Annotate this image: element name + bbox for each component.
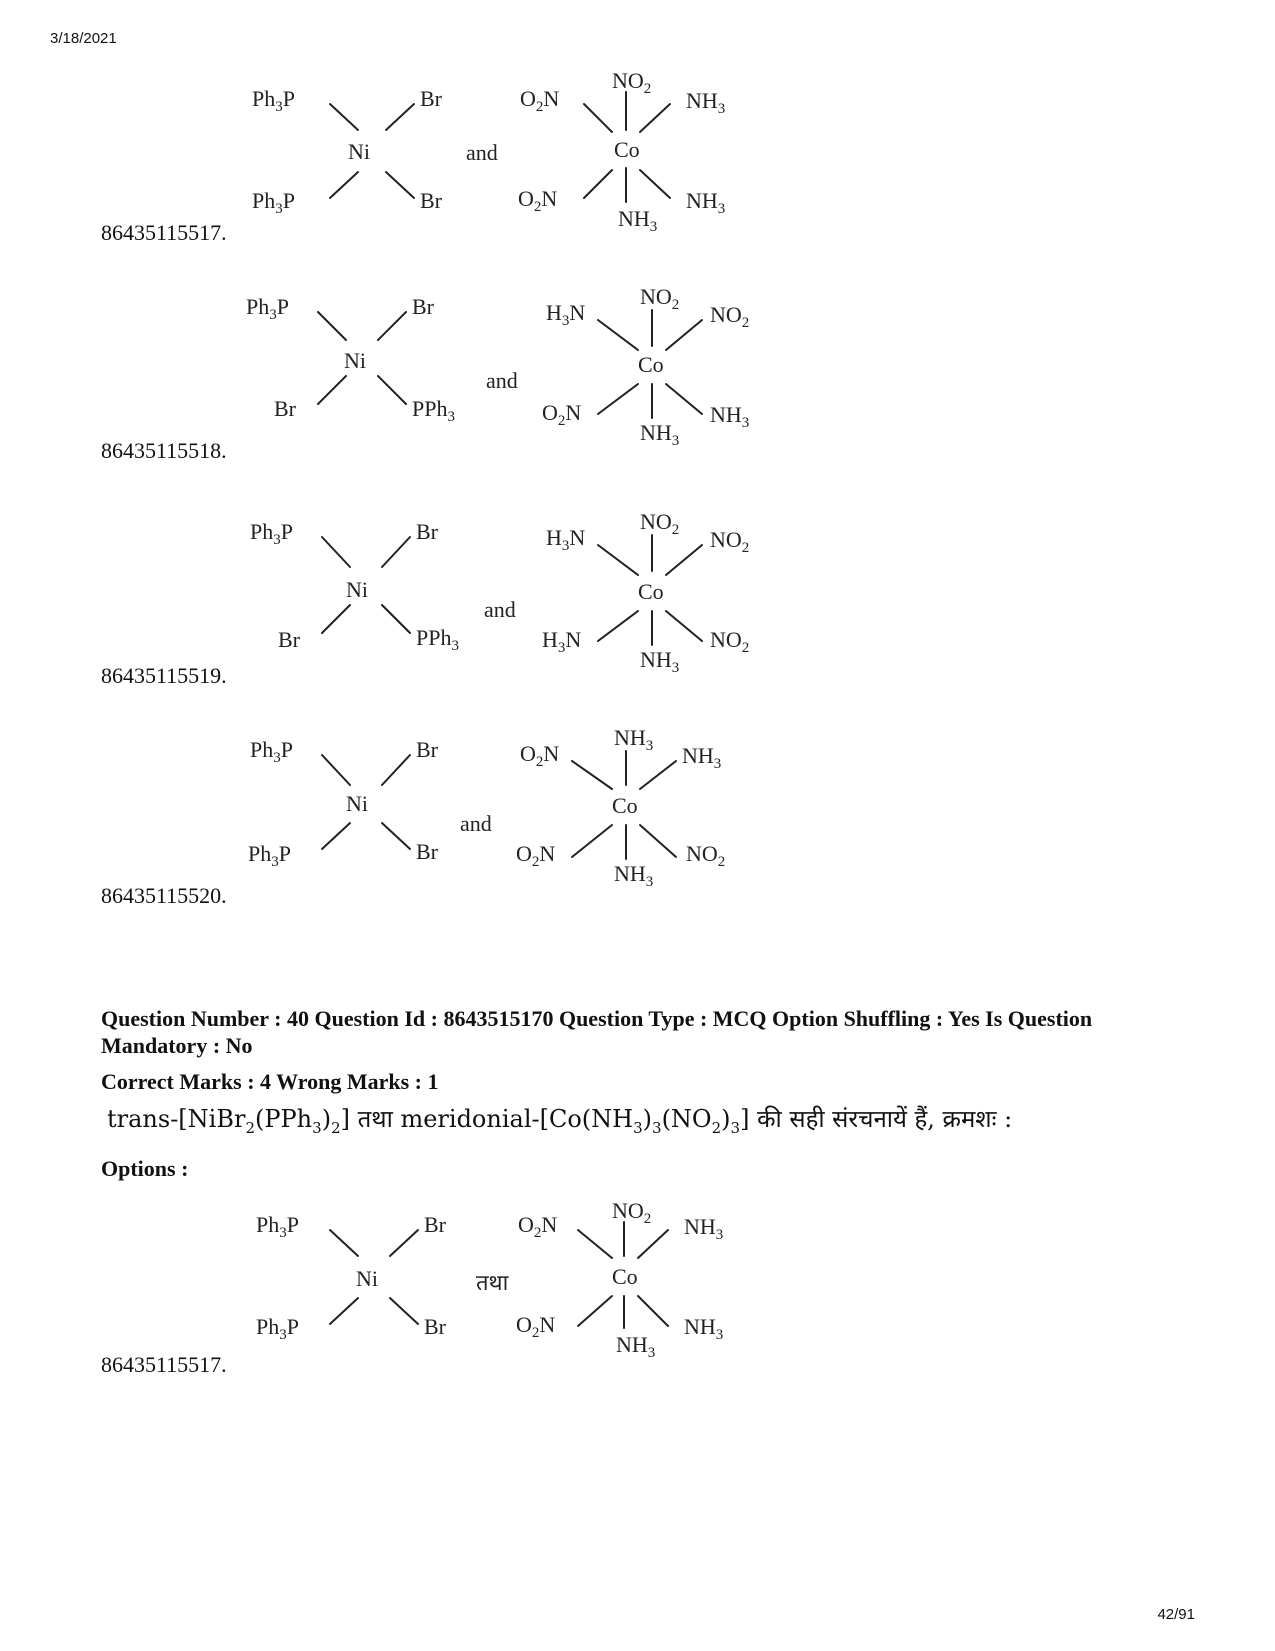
co-ligand-ur: NH3 xyxy=(682,743,722,772)
ni-center: Ni xyxy=(346,577,368,602)
co-ligand-ul: O2N xyxy=(518,1212,558,1241)
co-ligand-bottom: NH3 xyxy=(640,647,680,676)
co-ligand-lr: NO2 xyxy=(686,841,726,870)
co-ligand-lr: NH3 xyxy=(684,1314,724,1343)
ni-ligand-tl: Ph3P xyxy=(250,737,293,766)
question-meta: Question Number : 40 Question Id : 8643515170 Question Type : MCQ Option Shuffling : Yes Is Question Mandatory : No xyxy=(101,1006,1093,1058)
ni-ligand-bl: Br xyxy=(274,396,296,421)
qtext-sub: 3 xyxy=(633,1118,643,1137)
co-center: Co xyxy=(612,1264,638,1289)
ni-ligand-tr: Br xyxy=(424,1212,446,1237)
co-ligand-top: NO2 xyxy=(612,68,652,97)
page-number: 42/91 xyxy=(1157,1606,1195,1623)
co-ligand-lr: NH3 xyxy=(710,402,750,431)
qtext-sub: 2 xyxy=(245,1118,256,1137)
ni-ligand-br: PPh3 xyxy=(416,625,459,654)
co-center: Co xyxy=(638,352,664,377)
option-id: 86435115520. xyxy=(101,883,227,908)
ni-ligand-bl: Ph3P xyxy=(248,841,291,870)
structure-figure xyxy=(240,725,800,915)
ni-ligand-bl: Ph3P xyxy=(252,188,295,217)
co-ligand-top: NO2 xyxy=(640,284,680,313)
joiner: and xyxy=(460,811,492,836)
option-id: 86435115519. xyxy=(101,663,227,688)
co-ligand-bottom: NH3 xyxy=(614,861,654,890)
joiner: and xyxy=(486,368,518,393)
qtext-sub: 3 xyxy=(652,1118,662,1137)
option-id: 86435115518. xyxy=(101,438,227,463)
ni-ligand-br: PPh3 xyxy=(412,396,455,425)
ni-ligand-bl: Br xyxy=(278,627,300,652)
co-ligand-top: NH3 xyxy=(614,725,654,754)
ni-ligand-tl: Ph3P xyxy=(250,519,293,548)
qtext-sub: 3 xyxy=(312,1118,322,1137)
co-ligand-ul: H3N xyxy=(546,525,586,554)
structure-figure xyxy=(246,1192,806,1382)
qtext-part: ) xyxy=(321,1105,332,1133)
co-ligand-ul: O2N xyxy=(520,86,560,115)
qtext-sub: 2 xyxy=(711,1118,722,1137)
co-ligand-ul: H3N xyxy=(546,300,586,329)
co-ligand-bottom: NH3 xyxy=(618,206,658,235)
co-ligand-ll: O2N xyxy=(516,841,556,870)
structure-figure xyxy=(240,505,800,695)
co-ligand-top: NO2 xyxy=(640,509,680,538)
co-ligand-ll: O2N xyxy=(542,400,582,429)
ni-ligand-br: Br xyxy=(416,839,438,864)
joiner: तथा xyxy=(476,1270,509,1295)
co-ligand-top: NO2 xyxy=(612,1198,652,1227)
ni-ligand-br: Br xyxy=(424,1314,446,1339)
qtext-part: trans-[NiBr xyxy=(107,1105,246,1133)
co-ligand-ur: NH3 xyxy=(684,1214,724,1243)
ni-center: Ni xyxy=(344,348,366,373)
ni-ligand-tr: Br xyxy=(416,519,438,544)
co-ligand-bottom: NH3 xyxy=(616,1332,656,1361)
qtext-part: ) xyxy=(642,1105,653,1133)
ni-ligand-tr: Br xyxy=(416,737,438,762)
co-center: Co xyxy=(614,137,640,162)
ni-ligand-tl: Ph3P xyxy=(252,86,295,115)
ni-ligand-bl: Ph3P xyxy=(256,1314,299,1343)
structure-figure xyxy=(240,280,800,470)
option-id: 86435115517. xyxy=(101,220,227,245)
ni-ligand-tl: Ph3P xyxy=(246,294,289,323)
ni-center: Ni xyxy=(356,1266,378,1291)
question-text xyxy=(107,1102,1012,1137)
ni-ligand-tl: Ph3P xyxy=(256,1212,299,1241)
options-label: Options : xyxy=(101,1156,189,1181)
qtext-part: ] तथा meridonial-[Co(NH xyxy=(340,1105,634,1133)
co-ligand-lr: NH3 xyxy=(686,188,726,217)
co-ligand-lr: NO2 xyxy=(710,627,750,656)
co-ligand-ll: O2N xyxy=(518,186,558,215)
ni-center: Ni xyxy=(348,139,370,164)
co-ligand-ur: NH3 xyxy=(686,88,726,117)
ni-ligand-br: Br xyxy=(420,188,442,213)
qtext-part: (PPh xyxy=(255,1105,313,1133)
option-id: 86435115517. xyxy=(101,1352,227,1377)
qtext-part: ) xyxy=(721,1105,731,1133)
co-ligand-ul: O2N xyxy=(520,741,560,770)
co-center: Co xyxy=(612,793,638,818)
qtext-sub: 3 xyxy=(730,1118,741,1137)
co-center: Co xyxy=(638,579,664,604)
structure-figure xyxy=(240,62,800,252)
co-ligand-ur: NO2 xyxy=(710,302,750,331)
ni-center: Ni xyxy=(346,791,368,816)
question-marks: Correct Marks : 4 Wrong Marks : 1 xyxy=(101,1069,439,1094)
joiner: and xyxy=(484,597,516,622)
qtext-part: (NO xyxy=(661,1105,712,1133)
qtext-sub: 2 xyxy=(331,1118,341,1137)
co-ligand-ll: O2N xyxy=(516,1312,556,1341)
page-date: 3/18/2021 xyxy=(50,30,117,47)
ni-ligand-tr: Br xyxy=(420,86,442,111)
qtext-part: ] की सही संरचनायें हैं, क्रमशः : xyxy=(740,1105,1013,1133)
ni-ligand-tr: Br xyxy=(412,294,434,319)
co-ligand-ur: NO2 xyxy=(710,527,750,556)
co-ligand-ll: H3N xyxy=(542,627,582,656)
co-ligand-bottom: NH3 xyxy=(640,420,680,449)
joiner: and xyxy=(466,140,498,165)
